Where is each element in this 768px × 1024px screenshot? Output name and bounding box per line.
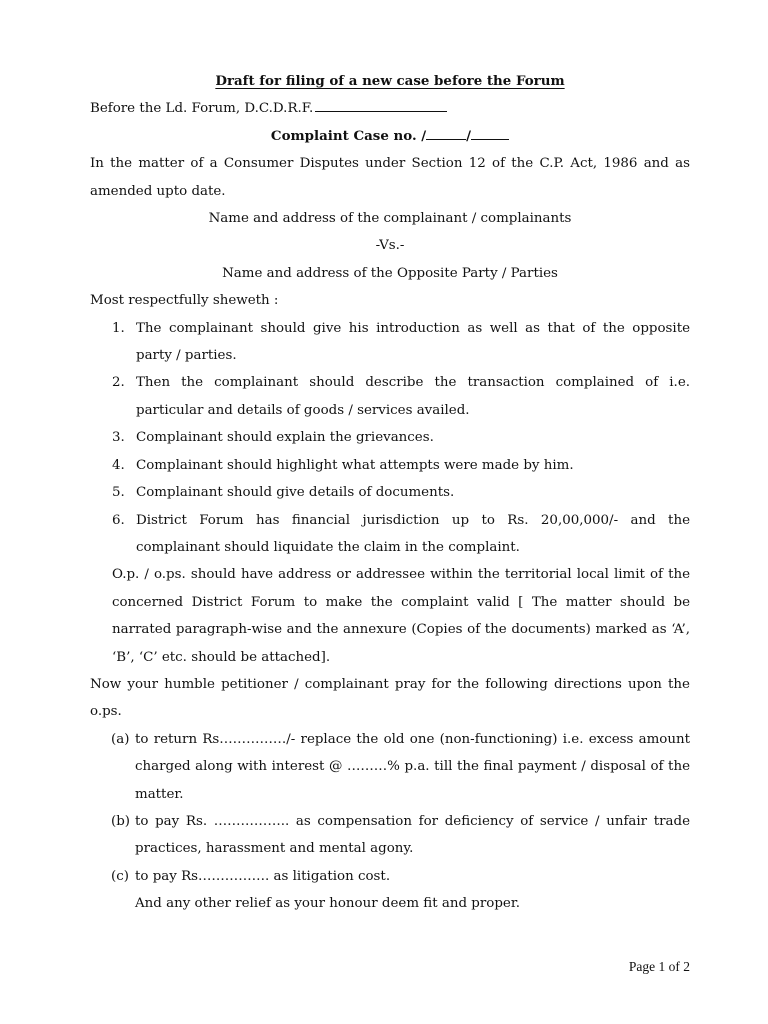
salutation: Most respectfully sheweth : [90,293,279,309]
list-item [90,315,690,370]
list-item [90,507,690,562]
list-item-text: Complainant should highlight what attempts were made by him. [136,457,574,473]
prayer-label: (c) [111,868,129,884]
ops-paragraph: O.p. / o.ps. should have address or addressee within the territorial local limit of the concerned District Forum to make the complaint valid [ The matter should be narrated paragraph-wise and the annexure (Copies of the documents) marked as ‘A’, ‘B’, ‘C’ etc. should be attached]. [112,567,690,665]
forum-label: Before the Ld. Forum, D.C.D.R.F. [90,101,314,117]
case-blank-1 [426,125,466,140]
list-item-number: 3. [112,430,125,446]
list-item [90,863,690,890]
case-label: Complaint Case no. / [270,127,427,144]
prayer-text: to pay Rs. …………….. as compensation for deficiency of service / unfair trade practices, harassment and mental agony. [135,813,690,857]
versus-line: -Vs.- [375,238,405,254]
list-item-text: Complainant should explain the grievances. [136,430,434,446]
list-item-number: 4. [112,457,125,473]
list-item-text: The complainant should give his introduction as well as that of the opposite party / parties. [136,320,690,364]
forum-line [90,95,690,122]
prayer-label: (b) [111,813,131,829]
list-item-text: Then the complainant should describe the transaction complained of i.e. particular and details of goods / services availed. [136,375,690,418]
list-item-number: 1. [112,320,125,336]
document-body [90,68,690,918]
list-item [90,424,690,451]
list-item [90,479,690,506]
list-item-number: 5. [112,485,125,501]
complainant-line: Name and address of the complainant / complainants [208,211,572,227]
list-item-text: Complainant should give details of documents. [136,485,455,501]
forum-blank [315,97,447,112]
case-number-line [90,123,690,150]
list-item-text: District Forum has financial jurisdiction up to Rs. 20,00,000/- and the complainant should liquidate the claim in the complaint. [136,512,690,555]
prayers-list [90,726,690,890]
case-blank-2 [471,125,509,140]
list-item [90,726,690,808]
list-item-number: 6. [112,512,125,528]
list-item [90,808,690,863]
document-title: Draft for filing of a new case before the Forum [215,73,565,89]
prayer-label: (a) [111,731,130,747]
list-item [90,369,690,424]
opposite-party-line: Name and address of the Opposite Party / Parties [222,265,558,281]
steps-list [90,315,690,562]
matter-paragraph: In the matter of a Consumer Disputes under Section 12 of the C.P. Act, 1986 and as amended upto date. [90,156,690,199]
case-separator: / [466,127,472,144]
closing-line: And any other relief as your honour deem fit and proper. [135,896,520,912]
prayer-text: to pay Rs……………. as litigation cost. [135,868,391,884]
prayer-intro: Now your humble petitioner / complainant pray for the following directions upon the o.ps. [90,676,690,720]
list-item-number: 2. [112,375,125,391]
page-number: Page 1 of 2 [628,959,690,974]
list-item [90,452,690,479]
prayer-text: to return Rs……………/- replace the old one (non-functioning) i.e. excess amount charged along with interest @ ………% p.a. till the final payment / disposal of the matter. [135,731,690,802]
